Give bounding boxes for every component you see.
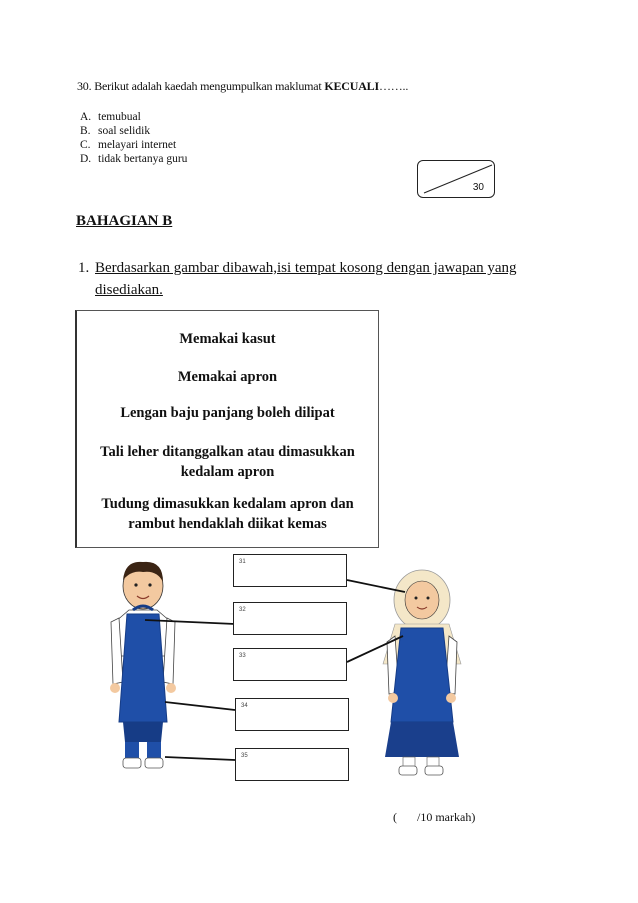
connector-31	[347, 580, 405, 592]
score-number: 30	[472, 182, 484, 193]
section-title: BAHAGIAN B	[76, 213, 173, 229]
figure-students	[105, 552, 480, 787]
instruction-text: Berdasarkan gambar dibawah,isi tempat kosong dengan jawapan yang disediakan.	[95, 260, 517, 298]
blank-35[interactable]: 35	[235, 748, 349, 781]
option-c: C. melayari internet	[80, 139, 177, 151]
instruction	[78, 257, 548, 301]
choice-item: Tudung dimasukkan kedalam apron dan rambut hendaklah diikat kemas	[101, 496, 354, 532]
connector-35	[165, 757, 235, 760]
option-b: B. soal selidik	[80, 125, 151, 137]
blank-31[interactable]: 31	[233, 554, 347, 587]
marks-indicator: ( /10 markah)	[393, 810, 476, 824]
blank-34[interactable]: 34	[235, 698, 349, 731]
boy-figure	[110, 562, 176, 768]
choice-item: Lengan baju panjang boleh dilipat	[120, 405, 335, 421]
option-d: D. tidak bertanya guru	[80, 153, 188, 165]
answer-choices-box	[75, 310, 379, 548]
instruction-number: 1.	[78, 260, 90, 276]
blank-33[interactable]: 33	[233, 648, 347, 681]
except-keyword: KECUALI	[324, 79, 379, 93]
connector-34	[165, 702, 235, 710]
blank-32[interactable]: 32	[233, 602, 347, 635]
choice-item: Memakai kasut	[179, 331, 276, 347]
option-a: A. temubual	[80, 111, 141, 123]
choice-item: Tali leher ditanggalkan atau dimasukkan kedalam apron	[100, 444, 355, 480]
score-box	[417, 160, 495, 198]
choice-item: Memakai apron	[177, 369, 278, 385]
score-divider	[418, 161, 496, 199]
question-30-stem: 30. Berikut adalah kaedah mengumpulkan maklumat KECUALI……..	[77, 79, 409, 93]
girl-figure	[383, 570, 461, 775]
